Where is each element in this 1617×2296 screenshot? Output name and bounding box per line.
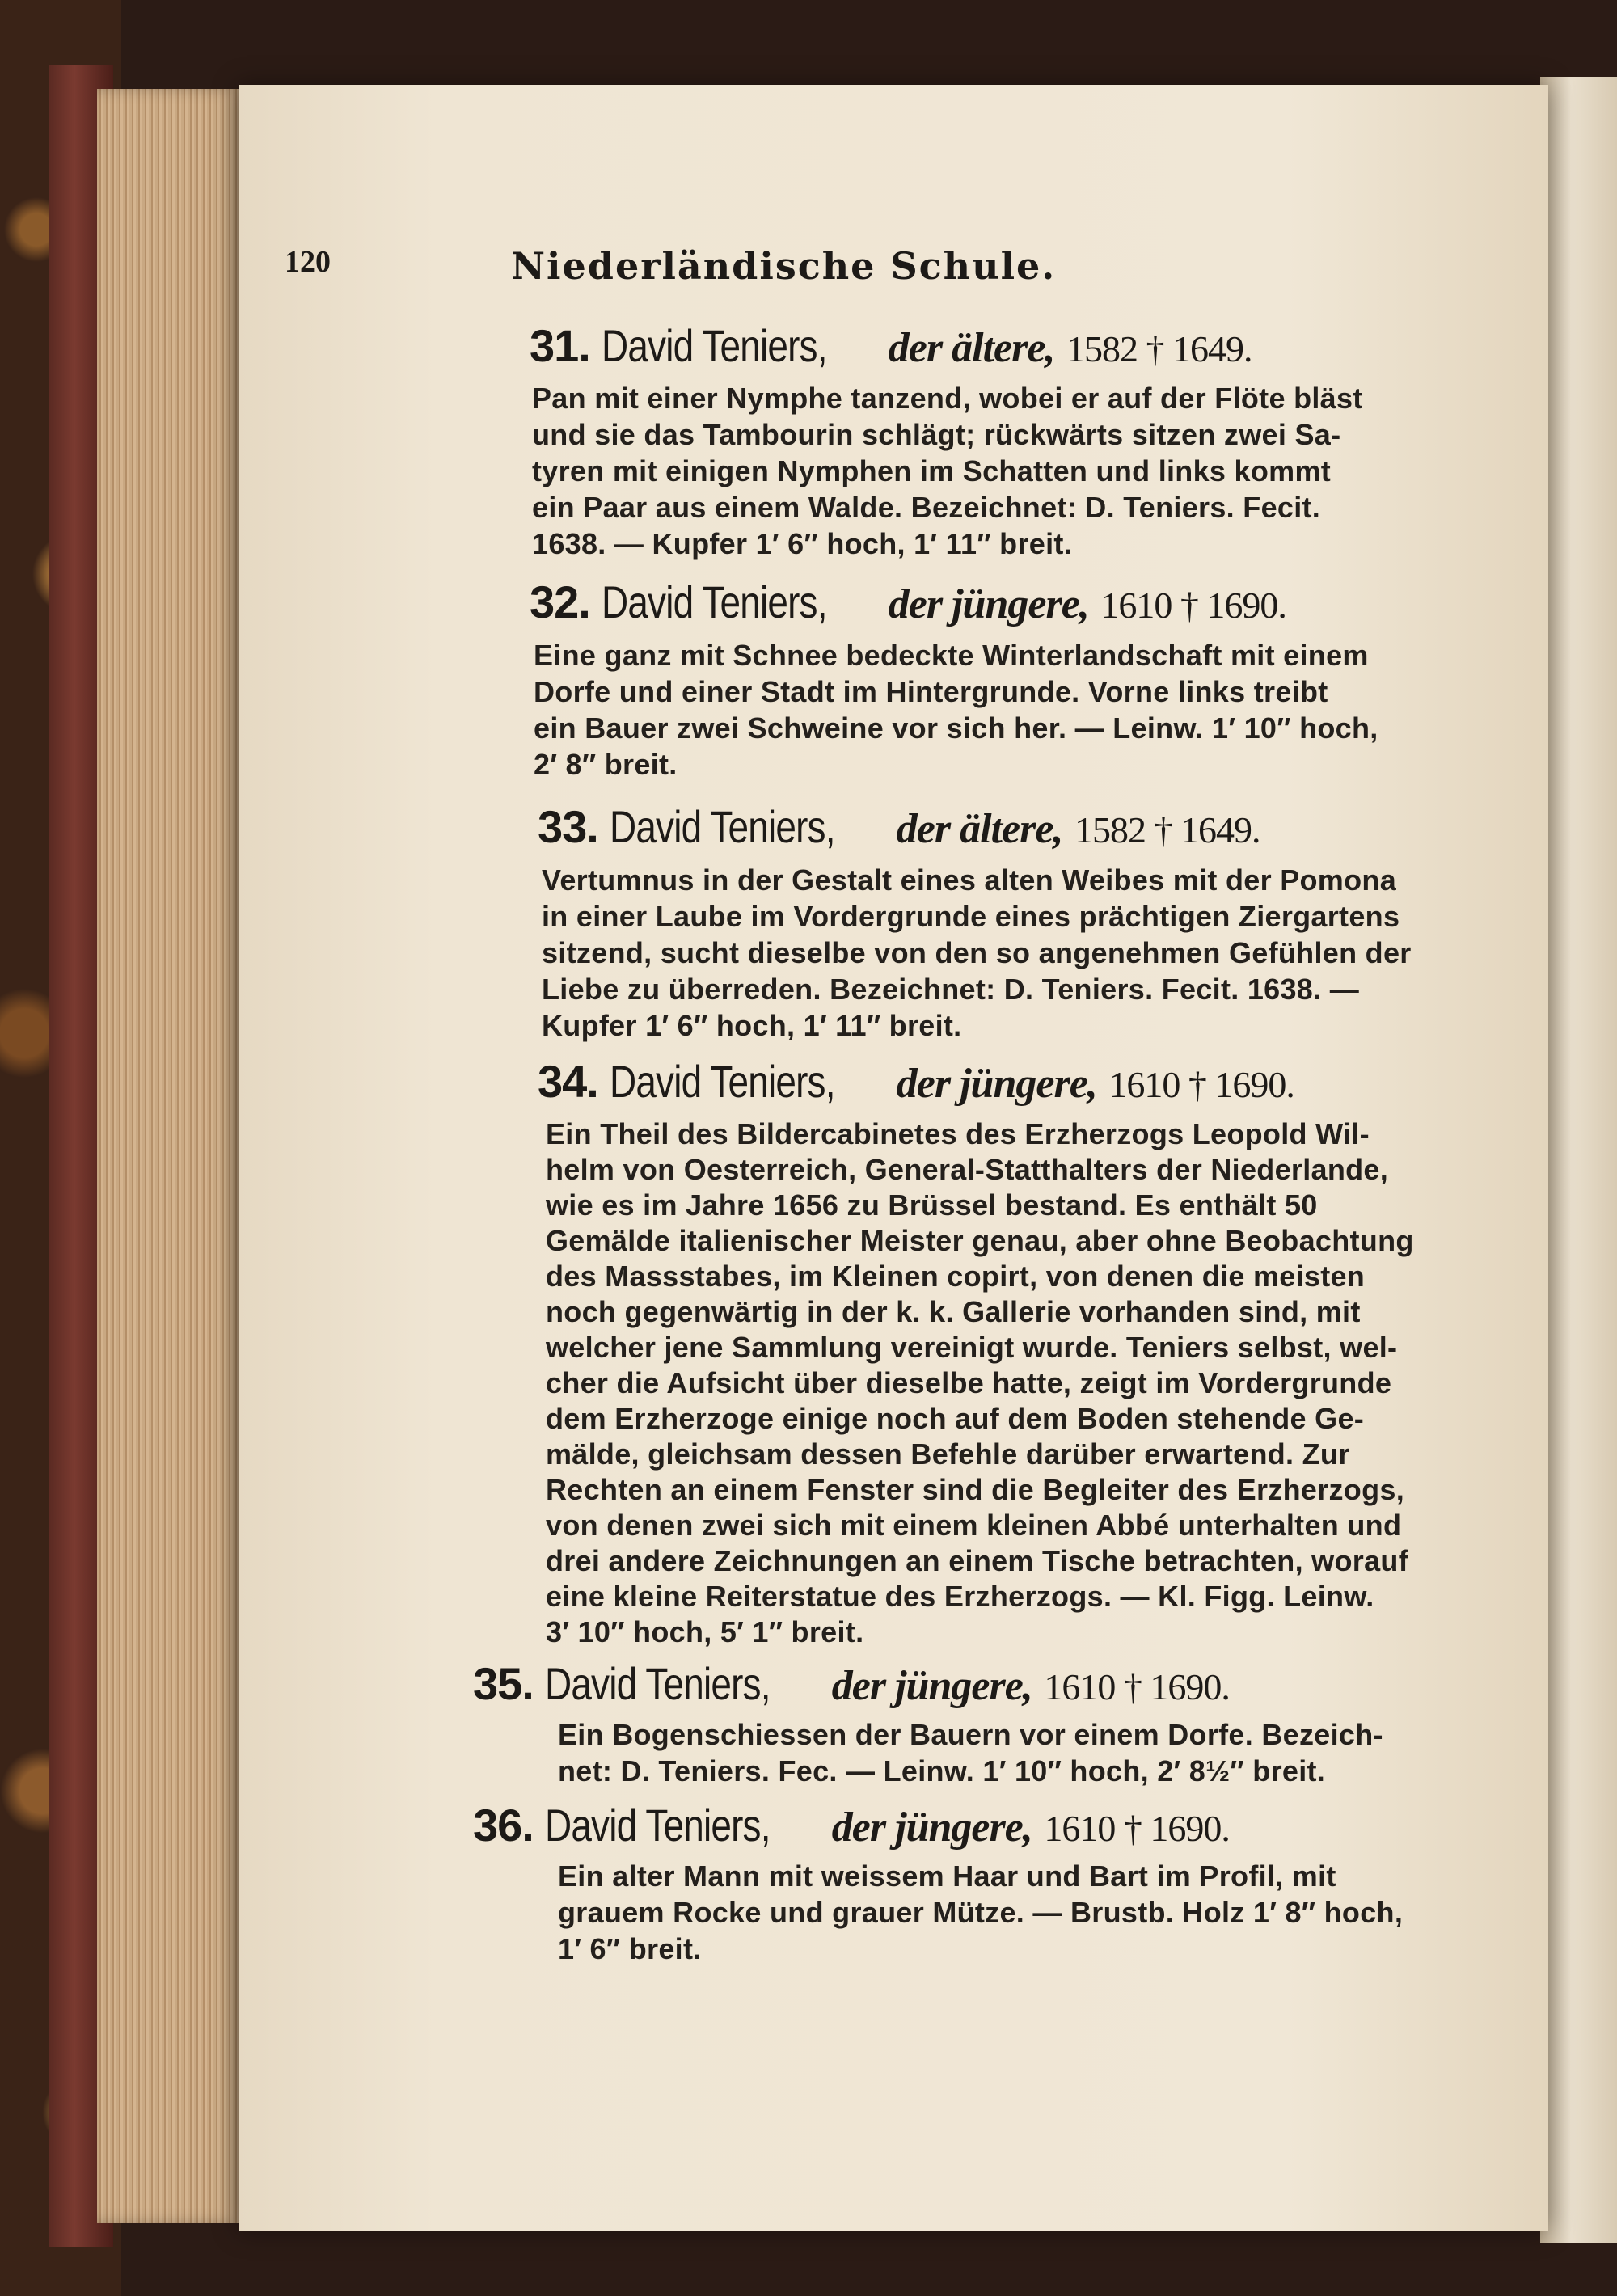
entry-text-line: 1′ 6″ breit.	[558, 1932, 702, 1965]
entry-text-line: mälde, gleichsam dessen Befehle darüber erwartend. Zur	[546, 1437, 1350, 1471]
artist-name: David Teniers,	[610, 1056, 836, 1107]
artist-qualifier: der ältere,	[888, 325, 1055, 371]
entry-heading	[530, 576, 1286, 628]
entry-number: 31.	[530, 320, 590, 371]
page-header	[285, 244, 1465, 301]
entry-text-line: Vertumnus in der Gestalt eines alten Weibes mit der Pomona	[542, 863, 1397, 897]
entry-heading	[473, 1657, 1230, 1710]
entry-text-line: Ein alter Mann mit weissem Haar und Bart im Profil, mit	[558, 1859, 1336, 1893]
entry-text-line: helm von Oesterreich, General-Statthalters der Niederlande,	[546, 1153, 1389, 1186]
entry-text-line: 1638. — Kupfer 1′ 6″ hoch, 1′ 11″ breit.	[532, 527, 1072, 560]
entry-text-line: in einer Laube im Vordergrunde eines prächtigen Ziergartens	[542, 900, 1400, 933]
entry-text-line: Pan mit einer Nymphe tanzend, wobei er auf der Flöte bläst	[532, 382, 1363, 415]
entry-text-line: grauem Rocke und grauer Mütze. — Brustb. Holz 1′ 8″ hoch,	[558, 1896, 1404, 1929]
entry-text-line: des Massstabes, im Kleinen copirt, von denen die meisten	[546, 1260, 1366, 1293]
entry-text-line: cher die Aufsicht über dieselbe hatte, zeigt im Vordergrunde	[546, 1366, 1392, 1399]
entry-number: 34.	[538, 1056, 598, 1107]
entry-text-line: und sie das Tambourin schlägt; rückwärts sitzen zwei Sa-	[532, 418, 1341, 451]
entry-heading	[473, 1799, 1230, 1851]
artist-name: David Teniers,	[545, 1658, 771, 1709]
artist-name: David Teniers,	[602, 576, 828, 627]
entry-number: 35.	[473, 1658, 534, 1709]
entry-heading	[530, 319, 1252, 372]
entry-text-line: Gemälde italienischer Meister genau, aber ohne Beobachtung	[546, 1224, 1414, 1257]
artist-dates: 1610 † 1690.	[1108, 1064, 1294, 1105]
artist-qualifier: der jüngere,	[831, 1663, 1032, 1709]
facing-page-edge	[1540, 77, 1617, 2243]
entry-text-line: ein Paar aus einem Walde. Bezeichnet: D. Teniers. Fecit.	[532, 491, 1321, 524]
entry-text-line: wie es im Jahre 1656 zu Brüssel bestand. Es enthält 50	[546, 1188, 1318, 1222]
entry-text-line: von denen zwei sich mit einem kleinen Abbé unterhalten und	[546, 1509, 1402, 1542]
entry-number: 32.	[530, 576, 590, 627]
artist-name: David Teniers,	[602, 320, 828, 371]
entry-text-line: welcher jene Sammlung vereinigt wurde. Teniers selbst, wel-	[546, 1331, 1398, 1364]
entry-text-line: dem Erzherzoge einige noch auf dem Boden stehende Ge-	[546, 1402, 1365, 1435]
entry-heading	[538, 1055, 1294, 1108]
entry-text-line: Ein Bogenschiessen der Bauern vor einem Dorfe. Bezeich-	[558, 1718, 1383, 1751]
artist-qualifier: der jüngere,	[896, 1061, 1097, 1107]
artist-qualifier: der jüngere,	[888, 581, 1089, 627]
page-stack-edges	[97, 89, 243, 2223]
entry-text-line: Liebe zu überreden. Bezeichnet: D. Teniers. Fecit. 1638. —	[542, 973, 1360, 1006]
entry-text-line: noch gegenwärtig in der k. k. Gallerie vorhanden sind, mit	[546, 1295, 1361, 1328]
entry-text-line: Eine ganz mit Schnee bedeckte Winterlandschaft mit einem	[534, 639, 1369, 672]
entry-text-line: 2′ 8″ breit.	[534, 748, 678, 781]
entry-text-line: sitzend, sucht dieselbe von den so angenehmen Gefühlen der	[542, 936, 1412, 969]
entry-text-line: net: D. Teniers. Fec. — Leinw. 1′ 10″ hoch, 2′ 8½″ breit.	[558, 1754, 1326, 1787]
artist-name: David Teniers,	[610, 801, 836, 852]
entry-number: 33.	[538, 801, 598, 852]
artist-qualifier: der jüngere,	[831, 1804, 1032, 1851]
running-head: Niederländische Schule.	[511, 244, 1057, 288]
artist-dates: 1610 † 1690.	[1044, 1808, 1230, 1849]
entry-text-line: tyren mit einigen Nymphen im Schatten und links kommt	[532, 454, 1332, 487]
entry-text-line: ein Bauer zwei Schweine vor sich her. — Leinw. 1′ 10″ hoch,	[534, 711, 1378, 745]
artist-dates: 1582 † 1649.	[1074, 809, 1260, 850]
entry-text-line: 3′ 10″ hoch, 5′ 1″ breit.	[546, 1615, 864, 1648]
entry-text-line: drei andere Zeichnungen an einem Tische betrachten, worauf	[546, 1544, 1408, 1577]
artist-dates: 1610 † 1690.	[1100, 585, 1286, 626]
entry-number: 36.	[473, 1800, 534, 1851]
entry-text-line: Kupfer 1′ 6″ hoch, 1′ 11″ breit.	[542, 1009, 962, 1042]
entry-heading	[538, 800, 1260, 853]
entry-text-line: Dorfe und einer Stadt im Hintergrunde. Vorne links treibt	[534, 675, 1328, 708]
artist-dates: 1610 † 1690.	[1044, 1666, 1230, 1707]
artist-qualifier: der ältere,	[896, 806, 1063, 852]
page-number: 120	[285, 245, 331, 279]
entry-text-line: eine kleine Reiterstatue des Erzherzogs. — Kl. Figg. Leinw.	[546, 1580, 1374, 1613]
entry-text-line: Ein Theil des Bildercabinetes des Erzherzogs Leopold Wil-	[546, 1117, 1370, 1150]
artist-name: David Teniers,	[545, 1800, 771, 1851]
artist-dates: 1582 † 1649.	[1066, 328, 1252, 369]
entry-text-line: Rechten an einem Fenster sind die Begleiter des Erzherzogs,	[546, 1473, 1404, 1506]
